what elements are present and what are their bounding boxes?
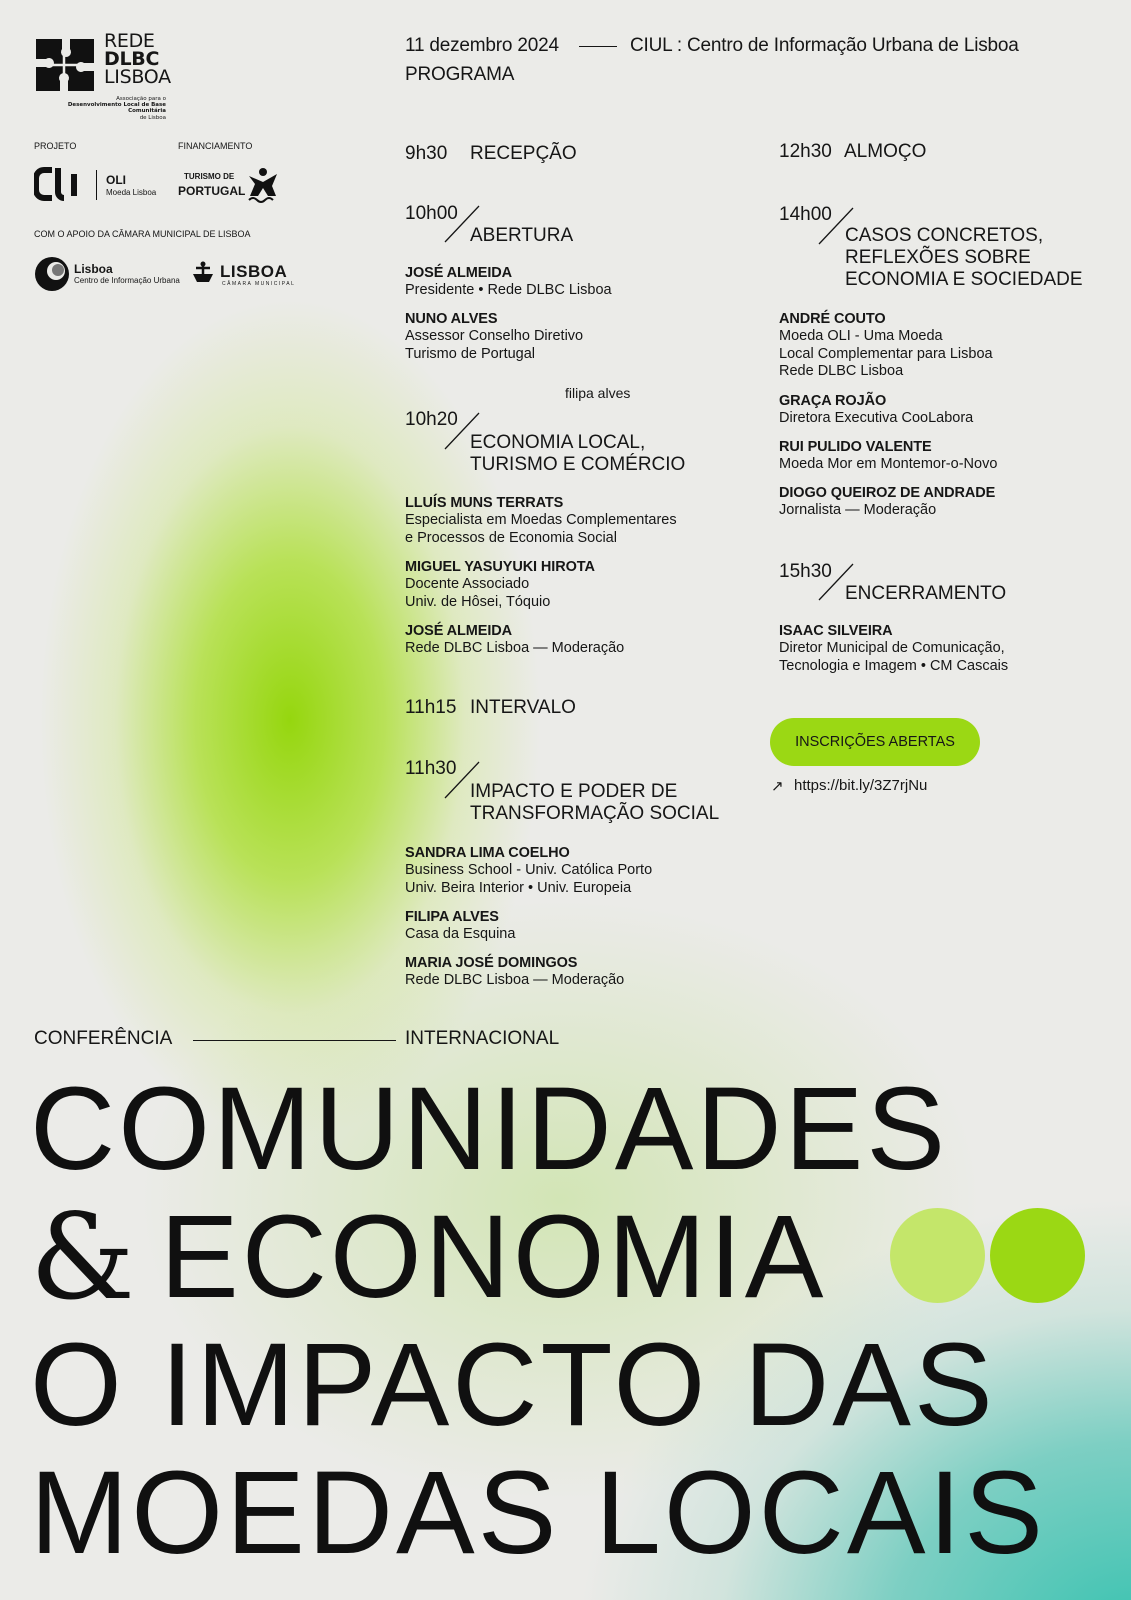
title-ampersand: & <box>30 1188 139 1326</box>
speaker-name: MIGUEL YASUYUKI HIROTA <box>405 559 595 575</box>
recepcao-title: RECEPÇÃO <box>470 143 577 164</box>
international-label: INTERNACIONAL <box>405 1028 560 1049</box>
speaker-role: Business School - Univ. Católica Porto <box>405 862 653 878</box>
turismo-figure-icon <box>246 166 280 204</box>
impacto-title-line2: TRANSFORMAÇÃO SOCIAL <box>470 803 720 824</box>
project-label: PROJETO <box>34 141 77 151</box>
title-line-1: COMUNIDADES <box>30 1063 949 1195</box>
logo-tagline-2: Desenvolvimento Local de Base Comunitária <box>67 102 166 115</box>
impacto-title-line1: IMPACTO E PODER DE <box>470 781 678 802</box>
encerramento-speaker-1 <box>779 623 1008 675</box>
logo-line-lisboa: LISBOA <box>104 66 171 88</box>
economia-speaker-2 <box>405 559 595 611</box>
intervalo-title: INTERVALO <box>470 697 576 718</box>
speaker-name: MARIA JOSÉ DOMINGOS <box>405 955 578 971</box>
abertura-title: ABERTURA <box>470 225 574 246</box>
economia-title <box>470 432 685 476</box>
decorative-circle-light <box>890 1208 985 1303</box>
casos-title <box>845 225 1083 291</box>
speaker-role: Presidente • Rede DLBC Lisboa <box>405 282 612 298</box>
economia-title-line2: TURISMO E COMÉRCIO <box>470 454 686 475</box>
almoco-title: ALMOÇO <box>844 141 927 162</box>
speaker-name: ANDRÉ COUTO <box>779 311 886 327</box>
oli-sub: Moeda Lisboa <box>106 188 157 197</box>
title-line-4: MOEDAS LOCAIS <box>30 1447 1047 1579</box>
conference-label: CONFERÊNCIA <box>34 1028 173 1049</box>
turismo-line2: PORTUGAL <box>178 184 246 198</box>
speaker-role: Especialista em Moedas Complementares <box>405 512 677 528</box>
link-arrow-icon: ↗ <box>771 778 784 795</box>
oli-name: OLI <box>106 173 126 187</box>
impacto-speaker-2 <box>405 909 515 944</box>
encerramento-time: 15h30 <box>779 561 832 582</box>
cml-crest-icon <box>190 260 216 286</box>
ciul-sub: Centro de Informação Urbana <box>74 276 180 285</box>
speaker-role: Univ. Beira Interior • Univ. Europeia <box>405 879 632 896</box>
speaker-name: LLUÍS MUNS TERRATS <box>405 495 564 511</box>
speaker-name: RUI PULIDO VALENTE <box>779 439 932 455</box>
impacto-title <box>470 781 719 825</box>
casos-title-line1: CASOS CONCRETOS, <box>845 225 1044 246</box>
speaker-name: NUNO ALVES <box>405 311 498 327</box>
recepcao-time: 9h30 <box>405 143 448 164</box>
header-rule <box>579 46 617 47</box>
speaker-role: Moeda OLI - Uma Moeda <box>779 328 943 344</box>
speaker-role: Univ. de Hôsei, Tóquio <box>405 593 551 610</box>
speaker-name: FILIPA ALVES <box>405 909 499 925</box>
speaker-role: Local Complementar para Lisboa <box>779 345 993 362</box>
speaker-name: ISAAC SILVEIRA <box>779 623 893 639</box>
abertura-time: 10h00 <box>405 203 458 224</box>
logo-tagline <box>40 96 166 121</box>
speaker-role: Moeda Mor em Montemor-o-Novo <box>779 456 998 472</box>
speaker-role: Assessor Conselho Diretivo <box>405 328 584 344</box>
ciul-logo-icon <box>34 256 70 292</box>
abertura-speaker-1 <box>405 265 612 300</box>
speaker-role: Diretora Executiva CooLabora <box>779 410 974 426</box>
almoco-time: 12h30 <box>779 141 832 162</box>
speaker-role: Rede DLBC Lisboa <box>779 363 904 379</box>
speaker-name: DIOGO QUEIROZ DE ANDRADE <box>779 485 996 501</box>
casos-speaker-4 <box>779 485 995 520</box>
speaker-role: Jornalista — Moderação <box>779 502 937 518</box>
handwritten-note: filipa alves <box>565 385 631 401</box>
cml-sub: CÂMARA MUNICIPAL <box>222 281 296 287</box>
casos-time: 14h00 <box>779 204 832 225</box>
economia-speaker-3 <box>405 623 624 658</box>
cml-name: LISBOA <box>220 262 288 281</box>
speaker-name: GRAÇA ROJÃO <box>779 393 887 409</box>
speaker-name: SANDRA LIMA COELHO <box>405 845 570 861</box>
puzzle-logo-icon <box>34 35 98 93</box>
turismo-line1: TURISMO DE <box>184 172 235 181</box>
logo-line-rede: REDE <box>104 30 155 52</box>
intervalo-time: 11h15 <box>405 697 457 718</box>
economia-title-line1: ECONOMIA LOCAL, <box>470 432 646 453</box>
registration-link[interactable]: https://bit.ly/3Z7rjNu <box>794 777 928 794</box>
economia-time: 10h20 <box>405 409 458 430</box>
speaker-role: Tecnologia e Imagem • CM Cascais <box>779 657 1009 674</box>
casos-title-line3: ECONOMIA E SOCIEDADE <box>845 269 1083 290</box>
speaker-role: Casa da Esquina <box>405 926 516 942</box>
logo-line-dlbc: DLBC <box>104 48 160 70</box>
casos-speaker-1 <box>779 311 993 381</box>
oli-divider <box>96 170 97 200</box>
casos-speaker-2 <box>779 393 973 428</box>
logo-tagline-1: Associação para o <box>116 96 166 102</box>
speaker-role: Diretor Municipal de Comunicação, <box>779 640 1005 656</box>
funding-label: FINANCIAMENTO <box>178 141 253 151</box>
speaker-role: Docente Associado <box>405 576 530 592</box>
economia-speaker-1 <box>405 495 677 547</box>
conference-rule <box>193 1040 396 1041</box>
abertura-speaker-2 <box>405 311 583 363</box>
ciul-name: Lisboa <box>74 262 113 276</box>
speaker-role: e Processos de Economia Social <box>405 529 617 546</box>
title-line-2: ECONOMIA <box>160 1191 827 1323</box>
casos-speaker-3 <box>779 439 997 474</box>
event-date: 11 dezembro 2024 <box>405 35 559 56</box>
event-venue: CIUL : Centro de Informação Urbana de Lisboa <box>630 35 1019 56</box>
logo-wordmark <box>104 32 171 86</box>
speaker-name: JOSÉ ALMEIDA <box>405 623 513 639</box>
casos-title-line2: REFLEXÕES SOBRE <box>845 247 1031 268</box>
registration-button[interactable]: INSCRIÇÕES ABERTAS <box>770 718 980 766</box>
speaker-role: Rede DLBC Lisboa — Moderação <box>405 640 625 656</box>
speaker-role: Rede DLBC Lisboa — Moderação <box>405 972 625 988</box>
support-label: COM O APOIO DA CÂMARA MUNICIPAL DE LISBOA <box>34 229 251 239</box>
speaker-role: Turismo de Portugal <box>405 345 536 362</box>
decorative-circle-green <box>990 1208 1085 1303</box>
impacto-speaker-1 <box>405 845 652 897</box>
logo-tagline-3: de Lisboa <box>139 114 166 121</box>
speaker-name: JOSÉ ALMEIDA <box>405 265 513 281</box>
encerramento-title: ENCERRAMENTO <box>845 583 1007 604</box>
programa-label: PROGRAMA <box>405 64 515 85</box>
oli-logo-icon <box>34 166 86 202</box>
impacto-time: 11h30 <box>405 758 457 779</box>
impacto-speaker-3 <box>405 955 624 990</box>
title-line-3: O IMPACTO DAS <box>30 1319 996 1451</box>
